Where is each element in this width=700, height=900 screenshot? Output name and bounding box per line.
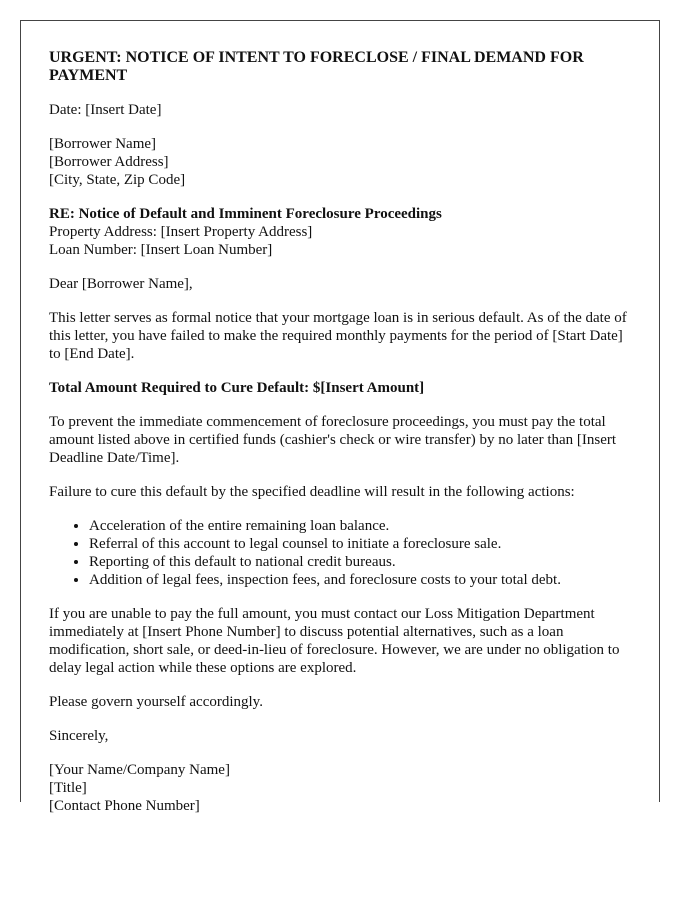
actions-list — [49, 517, 631, 589]
re-block — [49, 205, 631, 259]
list-item: • Addition of legal fees, inspection fees, and foreclosure costs to your total debt. — [89, 571, 631, 589]
list-item: • Reporting of this default to national credit bureaus. — [89, 553, 631, 571]
letter-title: URGENT: NOTICE OF INTENT TO FORECLOSE / FINAL DEMAND FOR PAYMENT — [49, 49, 584, 84]
letter-body — [21, 21, 659, 815]
amount-heading: Total Amount Required to Cure Default: $[Insert Amount] — [49, 380, 425, 396]
govern-line: Please govern yourself accordingly. — [49, 694, 263, 710]
signature-title: [Title] — [49, 780, 87, 796]
recipient-city-state-zip: [City, State, Zip Code] — [49, 172, 186, 188]
signature-phone: [Contact Phone Number] — [49, 798, 200, 814]
closing: Sincerely, — [49, 728, 109, 744]
recipient-street: [Borrower Address] — [49, 154, 169, 170]
property-address-line: Property Address: [Insert Property Address] — [49, 224, 313, 240]
loss-mitigation-paragraph: If you are unable to pay the full amount, you must contact our Loss Mitigation Department immediately at [Insert Phone Number] to discuss potential alternatives, such as a loan modification, short sale, or deed-in-lieu of foreclosure. However, we are under no obligation to delay legal action while these options are explored. — [49, 606, 620, 676]
signature-name: [Your Name/Company Name] — [49, 762, 230, 778]
signature-block — [49, 761, 631, 815]
loan-number-line: Loan Number: [Insert Loan Number] — [49, 242, 273, 258]
date-line: Date: [Insert Date] — [49, 102, 162, 118]
failure-intro: Failure to cure this default by the specified deadline will result in the following actions: — [49, 484, 575, 500]
recipient-name: [Borrower Name] — [49, 136, 157, 152]
intro-paragraph: This letter serves as formal notice that your mortgage loan is in serious default. As of the date of this letter, you have failed to make the required monthly payments for the period of [Start Date] to [End Date]. — [49, 310, 627, 362]
salutation: Dear [Borrower Name], — [49, 276, 193, 292]
letter-page — [20, 20, 660, 814]
list-item: • Acceleration of the entire remaining loan balance. — [89, 517, 631, 535]
re-subject: RE: Notice of Default and Imminent Foreclosure Proceedings — [49, 206, 442, 222]
list-item: • Referral of this account to legal counsel to initiate a foreclosure sale. — [89, 535, 631, 553]
recipient-address — [49, 135, 631, 189]
prevent-paragraph: To prevent the immediate commencement of foreclosure proceedings, you must pay the total amount listed above in certified funds (cashier's check or wire transfer) by no later than [Insert Deadline Date/Time]. — [49, 414, 617, 466]
